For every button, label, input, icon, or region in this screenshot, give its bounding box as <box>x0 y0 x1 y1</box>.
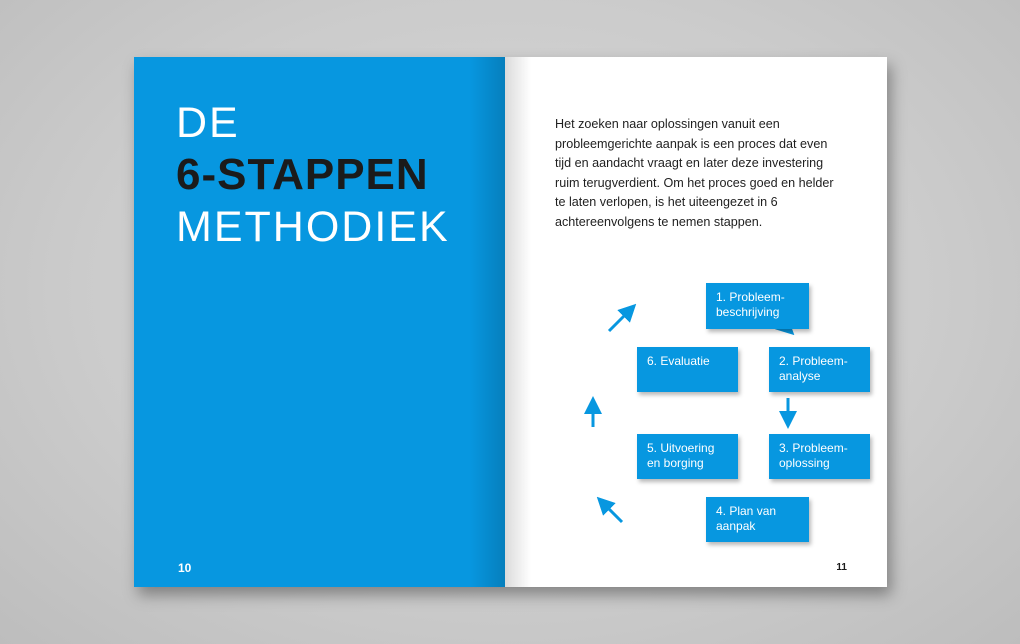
page-number-left: 10 <box>178 561 192 575</box>
right-page <box>505 57 887 587</box>
step-3-line2: oplossing <box>779 456 830 470</box>
step-1-box <box>706 283 809 329</box>
left-page <box>134 57 505 587</box>
step-2-box <box>769 347 870 392</box>
title-line-methodiek: METHODIEK <box>176 203 450 251</box>
step-1-line1: 1. Probleem- <box>716 290 785 304</box>
step-6-line1: 6. Evaluatie <box>647 354 710 368</box>
step-3-line1: 3. Probleem- <box>779 441 848 455</box>
step-1-line2: beschrijving <box>716 305 780 319</box>
page-number-right: 11 <box>836 562 847 573</box>
arrow-4-to-5-icon <box>601 501 622 522</box>
step-4-box <box>706 497 809 542</box>
book-spread <box>134 57 887 587</box>
step-4-line2: aanpak <box>716 519 756 533</box>
intro-paragraph: Het zoeken naar oplossingen vanuit een probleemgerichte aanpak is een proces dat even tijd en aandacht vraagt en later deze investering ruim terugverdient. Om het proces goed en helder te laten verlopen, is het uiteengezet in 6 achtereenvolgens te nemen stappen. <box>555 117 834 229</box>
step-6-box <box>637 347 738 392</box>
step-3-box <box>769 434 870 479</box>
step-2-line1: 2. Probleem- <box>779 354 848 368</box>
step-5-line2: en borging <box>647 456 704 470</box>
step-5-box <box>637 434 738 479</box>
step-5-line1: 5. Uitvoering <box>647 441 715 455</box>
page-title <box>176 97 450 253</box>
title-line-6-stappen: 6-STAPPEN <box>176 150 429 199</box>
arrow-6-to-1-icon <box>609 308 632 331</box>
title-line-de: DE <box>176 99 240 147</box>
step-2-line2: analyse <box>779 369 821 383</box>
step-4-line1: 4. Plan van <box>716 504 777 518</box>
cycle-arrows <box>505 57 887 587</box>
